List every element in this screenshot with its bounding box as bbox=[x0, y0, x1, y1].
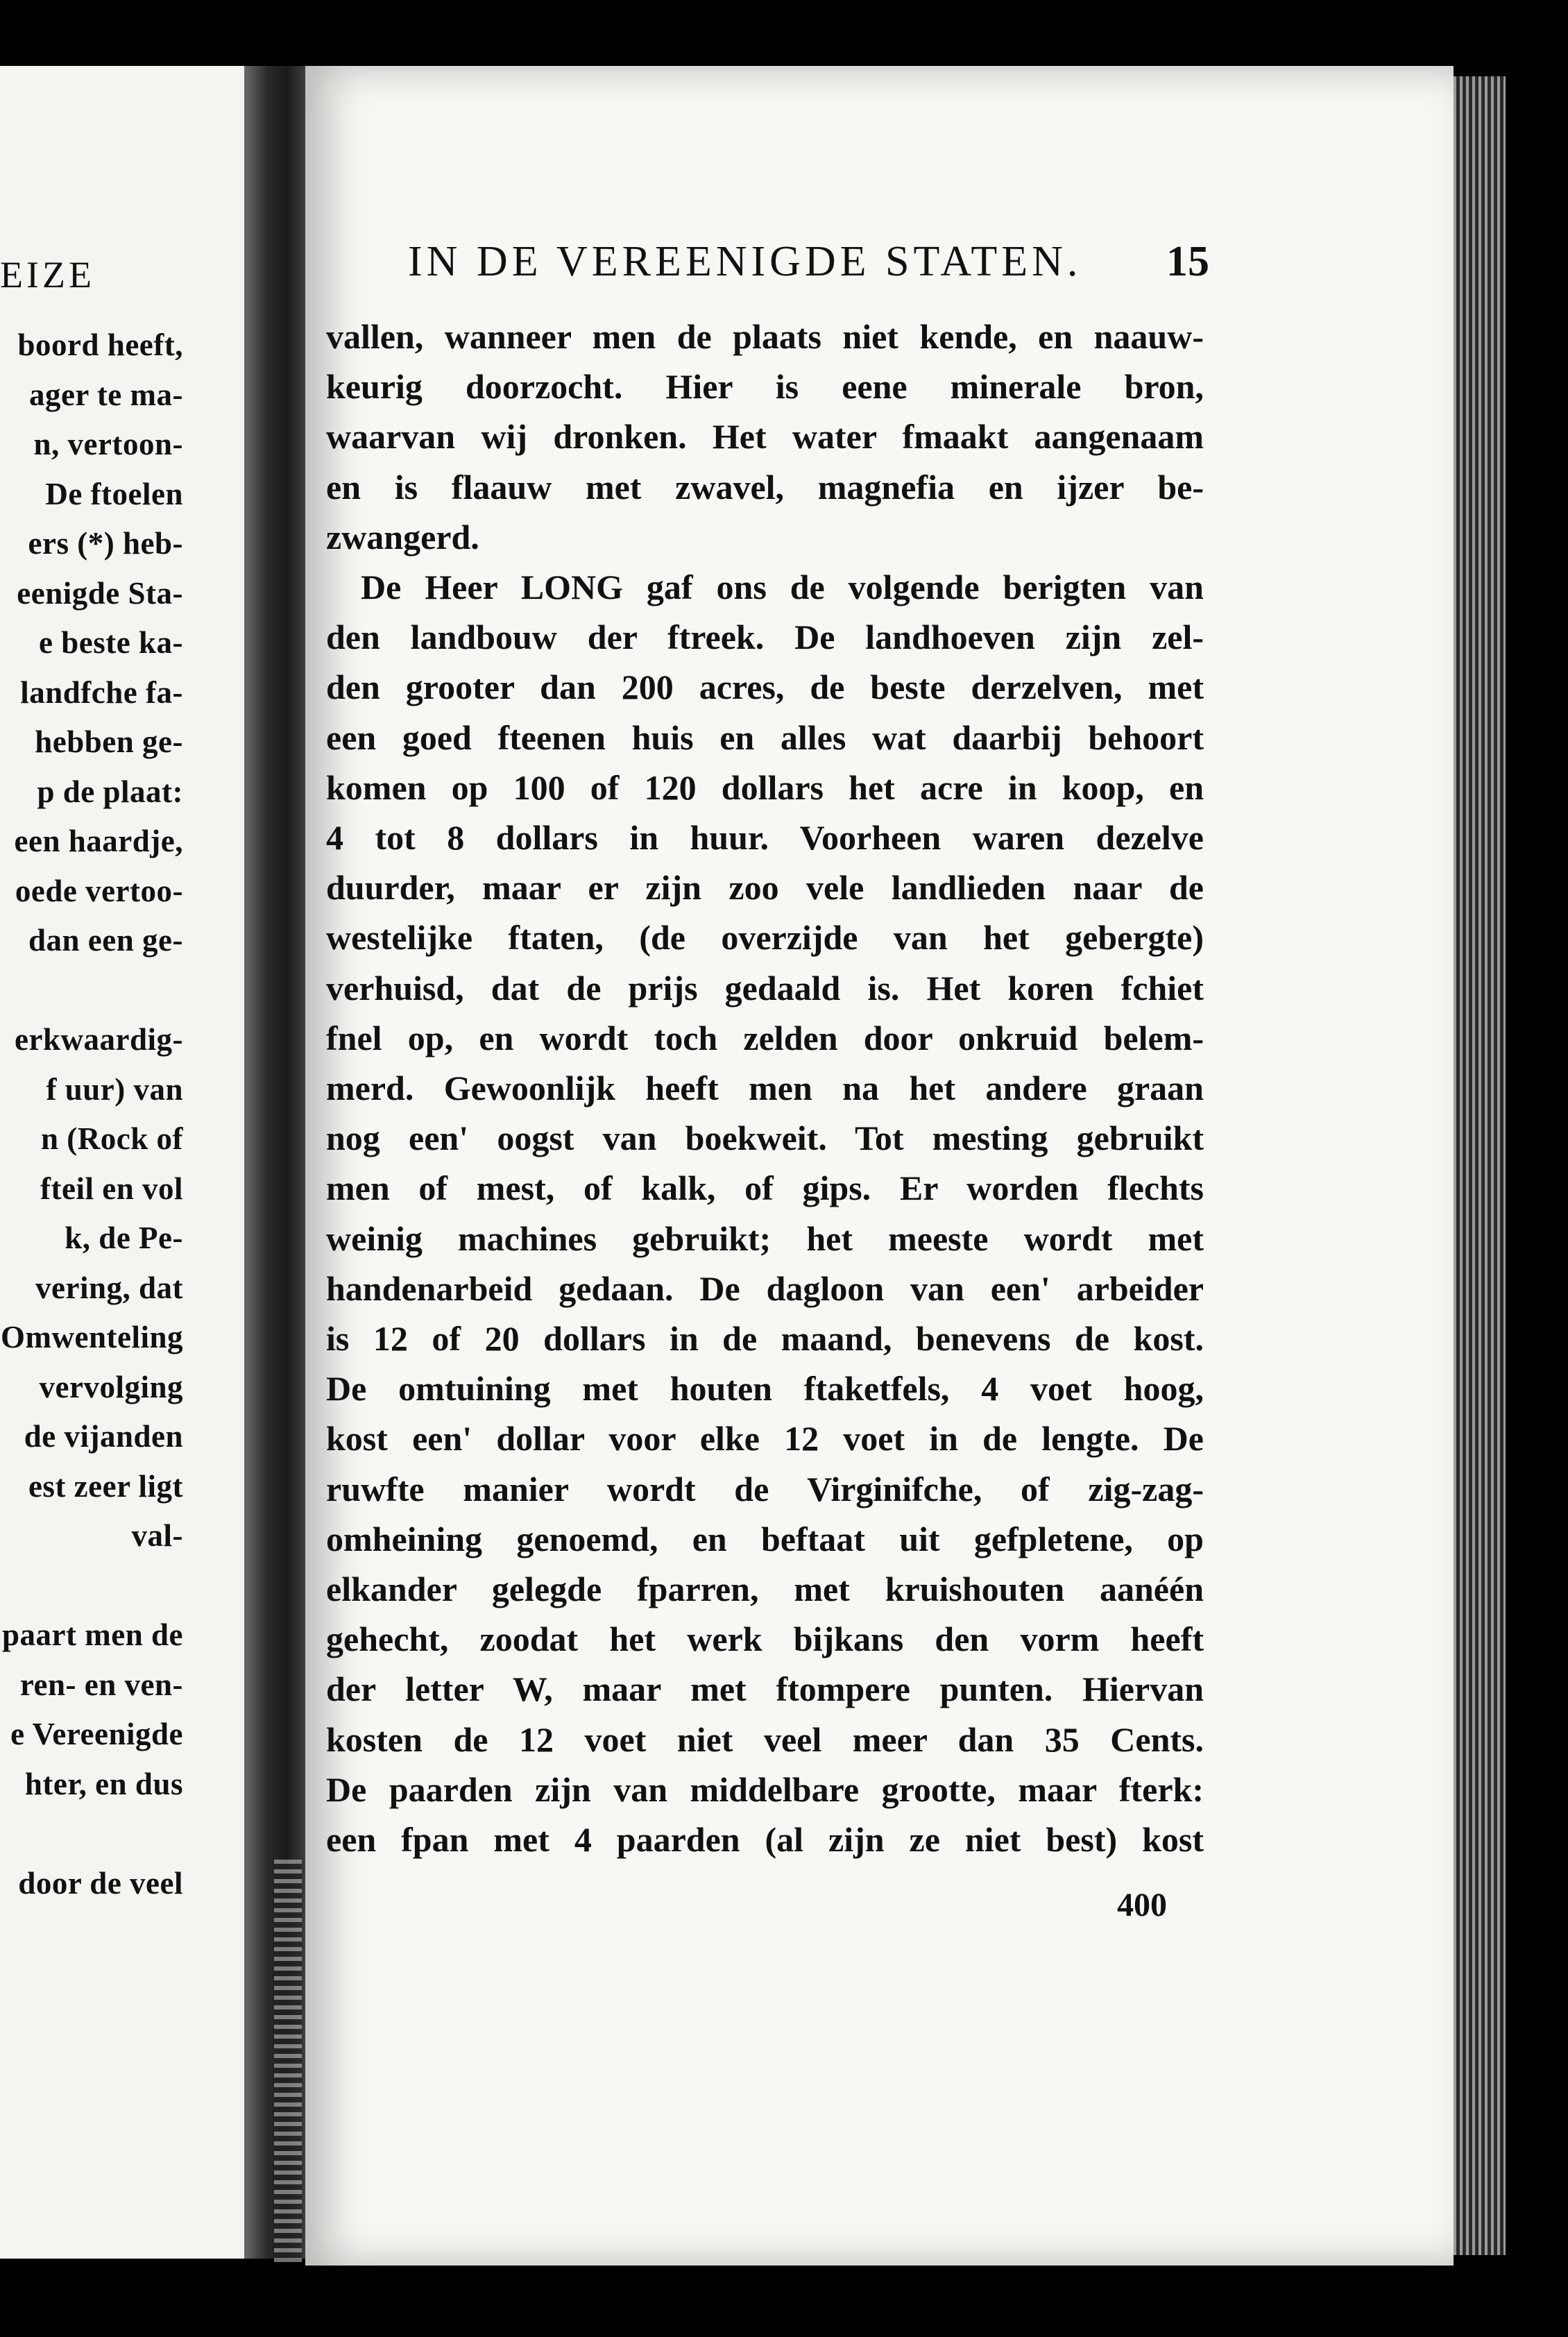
text-line: 4 tot 8 dollars in huur. Voorheen waren dezelve bbox=[326, 818, 1204, 857]
left-text-line: hebben ge- bbox=[35, 724, 183, 759]
left-text-line: ers (*) heb- bbox=[28, 526, 183, 561]
text-line: een fpan met 4 paarden (al zijn ze niet best) kost bbox=[326, 1820, 1204, 1859]
left-text-line: de vijanden bbox=[24, 1419, 183, 1454]
text-line: omheining genoemd, en beftaat uit gefpletene, op bbox=[326, 1519, 1204, 1558]
text-line: De omtuining met houten ftaketfels, 4 voet hoog, bbox=[326, 1369, 1204, 1409]
text-line: men of mest, of kalk, of gips. Er worden flechts bbox=[326, 1168, 1204, 1208]
text-line: vallen, wanneer men de plaats niet kende, en naauw- bbox=[326, 317, 1204, 356]
text-line: De Heer LONG gaf ons de volgende berigten van bbox=[361, 568, 1204, 606]
left-text-line: boord heeft, bbox=[17, 328, 183, 362]
left-running-head: EIZE bbox=[0, 254, 95, 296]
text-line: fnel op, en wordt toch zelden door onkruid belem- bbox=[326, 1018, 1204, 1057]
text-line: merd. Gewoonlijk heeft men na het andere graan bbox=[326, 1069, 1204, 1107]
left-text-line: val- bbox=[131, 1518, 183, 1553]
left-text-line: door de veel bbox=[18, 1865, 183, 1901]
left-text-line: oede vertoo- bbox=[15, 873, 183, 908]
page-block-edge bbox=[1454, 76, 1506, 2255]
text-line: gehecht, zoodat het werk bijkans den vorm heeft bbox=[326, 1620, 1204, 1659]
left-text-line: De ftoelen bbox=[45, 476, 183, 511]
text-line: is 12 of 20 dollars in de maand, benevens de kost. bbox=[326, 1319, 1204, 1358]
left-text-line: vering, dat bbox=[35, 1270, 183, 1305]
text-line: komen op 100 of 120 dollars het acre in koop, en bbox=[326, 767, 1204, 807]
text-line: handenarbeid gedaan. De dagloon van een' arbeider bbox=[326, 1268, 1204, 1308]
left-text-line: n (Rock of bbox=[41, 1121, 183, 1156]
left-text-line: dan een ge- bbox=[28, 923, 183, 958]
left-text-line: paart men de bbox=[2, 1617, 183, 1652]
left-text-line: e beste ka- bbox=[39, 625, 183, 660]
text-line: een goed fteenen huis en alles wat daarbij behoort bbox=[326, 717, 1204, 757]
text-line: den grooter dan 200 acres, de beste derzelven, met bbox=[326, 668, 1204, 707]
left-page bbox=[0, 66, 244, 2259]
running-head-title: IN DE VEREENIGDE STATEN. bbox=[408, 238, 1082, 285]
left-text-line: e Vereenigde bbox=[10, 1717, 183, 1751]
text-line: zwangerd. bbox=[326, 517, 479, 556]
page-number: 15 bbox=[1166, 238, 1209, 285]
text-line: en is flaauw met zwavel, magnefia en ijzer be- bbox=[326, 467, 1204, 507]
text-line: weinig machines gebruikt; het meeste wordt met bbox=[326, 1218, 1204, 1258]
text-line: kosten de 12 voet niet veel meer dan 35 Cents. bbox=[326, 1719, 1204, 1759]
left-text-line: landfche fa- bbox=[20, 674, 183, 710]
left-text-line: n, vertoon- bbox=[33, 427, 183, 461]
left-text-line: ren- en ven- bbox=[19, 1667, 183, 1702]
text-line: verhuisd, dat de prijs gedaald is. Het koren fchiet bbox=[326, 968, 1204, 1008]
text-line: De paarden zijn van middelbare grootte, maar fterk: bbox=[326, 1769, 1204, 1809]
running-head bbox=[408, 237, 1209, 293]
left-text-line: vervolging bbox=[39, 1369, 183, 1404]
text-line: kost een' dollar voor elke 12 voet in de lengte. De bbox=[326, 1419, 1204, 1459]
left-text-line: hter, en dus bbox=[24, 1766, 183, 1801]
left-text-line: erkwaardig- bbox=[15, 1022, 183, 1057]
left-text-line: k, de Pe- bbox=[65, 1221, 183, 1255]
text-line: nog een' oogst van boekweit. Tot mesting gebruikt bbox=[326, 1119, 1204, 1158]
gutter-page-edges bbox=[274, 1860, 302, 2262]
left-text-line: ager te ma- bbox=[28, 377, 183, 412]
text-line: der letter W, maar met ftompere punten. Hiervan bbox=[326, 1669, 1204, 1709]
text-line: keurig doorzocht. Hier is eene minerale bron, bbox=[326, 367, 1204, 407]
text-line: ruwfte manier wordt de Virginifche, of zig-zag- bbox=[326, 1469, 1204, 1509]
left-text-line: eenigde Sta- bbox=[17, 575, 183, 611]
left-text-line: een haardje, bbox=[14, 824, 183, 858]
left-text-line: p de plaat: bbox=[37, 774, 183, 809]
left-text-line: f uur) van bbox=[46, 1071, 183, 1107]
left-text-line: fteil en vol bbox=[40, 1171, 183, 1206]
text-line: elkander gelegde fparren, met kruishouten aanéén bbox=[326, 1570, 1204, 1608]
left-text-line: est zeer ligt bbox=[28, 1468, 183, 1504]
text-line: duurder, maar er zijn zoo vele landlieden naar de bbox=[326, 868, 1204, 908]
catchword: 400 bbox=[1117, 1887, 1167, 1923]
text-line: westelijke ftaten, (de overzijde van het gebergte) bbox=[326, 918, 1204, 958]
text-line: waarvan wij dronken. Het water fmaakt aangenaam bbox=[326, 417, 1204, 457]
text-line: den landbouw der ftreek. De landhoeven zijn zel- bbox=[326, 618, 1204, 657]
left-text-line: Omwenteling bbox=[1, 1320, 183, 1354]
